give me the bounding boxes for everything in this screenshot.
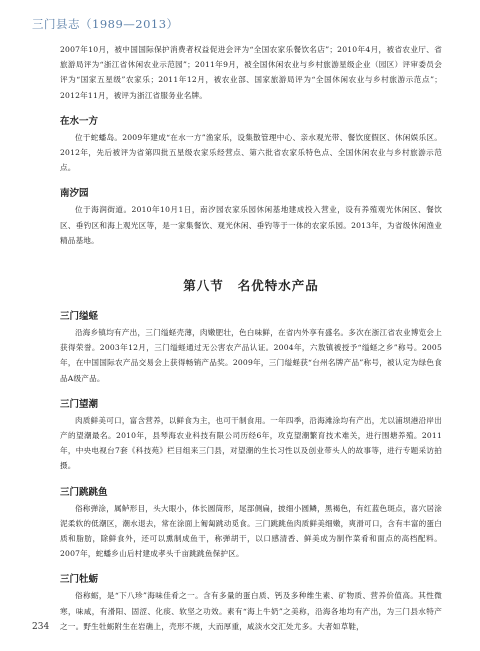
product-tiaotiaoyu [60,484,442,562]
product-wangchao [60,396,442,474]
product-paragraph: 沿海乡镇均有产出，三门缢蛏壳薄，肉嫩肥壮，色白味鲜，在省内外享有盛名。多次在浙江省农业博览会上获得荣誉。2003年12月，三门缢蛏通过无公害农产品认证。2004年，六敖镇被授予“缢蛏之乡”称号。2005年，在中国国际农产品交易会上获得畅销产品奖。2009年，三门缢蛏获“台州名牌产品”称号，被认定为绿色食品A级产品。 [60,328,442,383]
section-number: 第八节 [183,278,224,294]
product-paragraph: 俗称蛎，是“下八珍”海味佳肴之一。含有多量的蛋白质、钙及多种维生素、矿物质、营养价值高。其性微寒，味咸，有滑阳、固涩、化痰、软坚之功效。素有“海上牛奶”之美称，沿海各地均有产出，为三门县水特产之一。野生牡蛎附生在岩礁上，壳形不规，大而厚重，咸淡水交汇处尤多。大者如草鞋， [60,591,442,631]
product-paragraph: 俗称弹涂，属鲈形目，头大眼小，体长圆筒形，尾部侧扁，披细小圆鳞，黑褐色，有红蓝色斑点，喜穴居涂泥柔软的低潮区，潮水退去，常在涂面上匍匐跳动觅食。三门跳跳鱼肉质鲜美细嫩，爽滑可口，含有丰富的蛋白质和脂肪，除鲜食外，还可以熏制成鱼干，称弹胡干，以口感清香、鲜美成为制作菜肴和面点的高档配料。2007年，蛇蟠乡山后村建成孝头千亩跳跳鱼保护区。 [60,503,442,559]
running-header: 三门县志（1989—2013） [32,17,179,31]
block-paragraph: 位于海润街道。2010年10月1日，南汐园农家乐园休闲基地建成投入营业，设有养殖观光休闲区、餐饮区、垂钓区和海上观光区等，是一家集餐饮、观光休闲、垂钓等于一体的农家乐园。2013年，为省级休闲渔业精品基地。 [60,205,442,245]
product-chengyi [60,308,442,386]
block-zaishuiyifang [60,113,442,176]
intro-paragraph: 2007年10月，被中国国际保护消费者权益促进会评为“全国农家乐餐饮名店”；2010年4月，被省农业厅、省旅游局评为“浙江省休闲农业示范园”；2011年9月，被全国休闲农业与乡村旅游星级企业（园区）评审委员会评为“国家五星级”农家乐；2011年12月，被农业部、国家旅游局评为“全国休闲农业与乡村旅游示范点”；2012年11月，被评为浙江省服务业名牌。 [60,45,442,100]
product-paragraph: 肉质鲜美可口，富含营养，以鲜食为主，也可干制食用。一年四季，沿海滩涂均有产出，尤以浦坝港沿岸出产的望潮最名。2010年，县琴海农业科技有限公司历经6年，攻克望潮繁育技术难关，进行围塘养殖。2011年，中央电视台7套《科技苑》栏目组来三门县，对望潮的生长习性以及创业带头人的故事等，进行专题采访拍摄。 [60,415,442,471]
product-title: 三门牡蛎 [60,574,99,586]
block-title: 在水一方 [60,115,99,127]
section-name: 名优特水产品 [237,278,319,294]
product-title: 三门跳跳鱼 [60,486,108,498]
page-number: 234 [32,622,50,632]
block-paragraph: 位于蛇蟠岛。2009年建成“在水一方”渔家乐，设集散管理中心、亲水观光带、餐饮度假区、休闲娱乐区。2012年，先后被评为省第四批五星级农家乐经营点、第六批省农家乐特色点、全国休闲农业与乡村旅游示范点。 [60,132,442,173]
product-title: 三门望潮 [60,398,99,410]
product-muli [60,571,442,634]
product-title: 三门缢蛏 [60,311,99,323]
section-heading [60,276,442,294]
block-title: 南汐园 [60,188,89,200]
page-content [60,42,442,634]
block-nanxiyuan [60,185,442,248]
